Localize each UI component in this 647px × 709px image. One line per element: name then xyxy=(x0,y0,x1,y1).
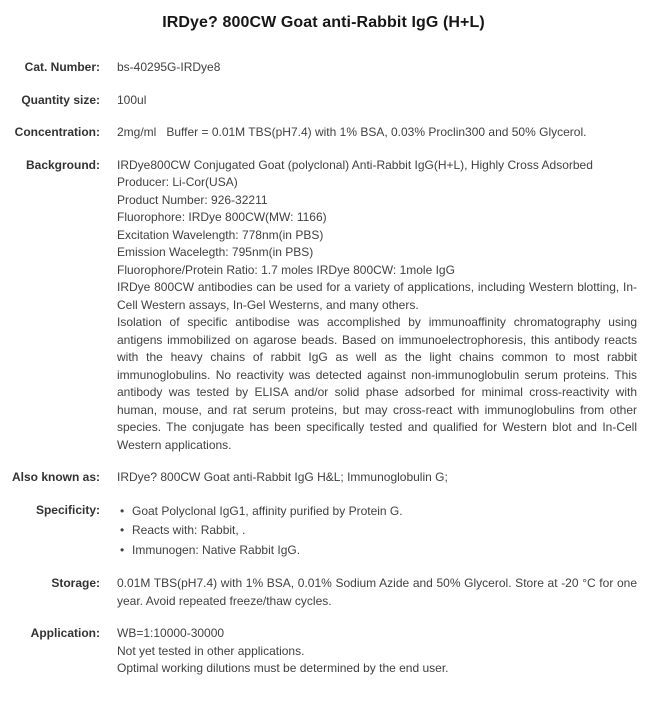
row-label-background: Background: xyxy=(25,157,100,172)
bullet-item: • Goat Polyclonal IgG1, affinity purified by Protein G. xyxy=(117,502,637,522)
value-paragraph: Isolation of specific antibodise was accomplished by immunoaffinity chromatography using antigens immobilized on agarose beads. Based on immunoelectrophoresis, this antibody reacts with the heavy chains of rabbit IgG as well as the light chains common to most rabbit immunoglobulins. No reactivity was detected against non-immunoglobulin serum proteins. This antibody was tested by ELISA and/or solid phase adsorbed for minimal cross-reactivity with human, mouse, and rat serum proteins, but may cross-react with immunoglobulins from other species. The conjugate has been specifically tested and qualified for Western blot and In-Cell Western applications. xyxy=(117,315,637,452)
value-line: IRDye? 800CW Goat anti-Rabbit IgG H&L; Immunoglobulin G; xyxy=(117,470,448,484)
value-line: Emission Wacelegth: 795nm(in PBS) xyxy=(117,245,314,259)
row-background xyxy=(0,157,647,455)
value-line: IRDye800CW Conjugated Goat (polyclonal) Anti-Rabbit IgG(H+L), Highly Cross Adsorbed xyxy=(117,157,593,172)
value-line: WB=1:10000-30000 xyxy=(117,626,225,640)
row-specificity xyxy=(0,502,647,561)
row-value-background xyxy=(117,157,637,455)
bullet-list xyxy=(117,502,637,561)
row-value-application xyxy=(117,625,637,678)
row-label-storage: Storage: xyxy=(51,576,100,590)
row-also-known-as xyxy=(0,469,647,487)
row-cat-number xyxy=(0,59,647,77)
value-line: 100ul xyxy=(117,92,147,107)
row-label-also-known-as: Also known as: xyxy=(11,470,100,484)
value-paragraph: 0.01M TBS(pH7.4) with 1% BSA, 0.01% Sodium Azide and 50% Glycerol. Store at -20 °C for one year. Avoid repeated freeze/thaw cycles. xyxy=(117,576,637,608)
row-label-specificity: Specificity: xyxy=(35,502,100,517)
row-value-cat-number xyxy=(117,59,637,77)
row-storage xyxy=(0,575,647,610)
page-title: IRDye? 800CW Goat anti-Rabbit IgG (H+L) xyxy=(162,14,485,31)
row-label-application: Application: xyxy=(30,626,100,640)
value-line: Fluorophore/Protein Ratio: 1.7 moles IRDye 800CW: 1mole IgG xyxy=(117,262,455,277)
row-application xyxy=(0,625,647,678)
value-paragraph: IRDye 800CW antibodies can be used for a variety of applications, including Western blotting, In-Cell Western assays, In-Gel Westerns, and many others. xyxy=(117,280,637,312)
value-line: Producer: Li-Cor(USA) xyxy=(117,175,238,189)
value-line: Fluorophore: IRDye 800CW(MW: 1166) xyxy=(117,210,327,224)
row-value-specificity xyxy=(117,502,637,561)
row-label-cat-number: Cat. Number: xyxy=(24,60,100,74)
value-line: Excitation Wavelength: 778nm(in PBS) xyxy=(117,227,324,242)
value-line: 2mg/ml Buffer = 0.01M TBS(pH7.4) with 1% BSA, 0.03% Proclin300 and 50% Glycerol. xyxy=(117,125,587,139)
row-label-quantity-size: Quantity size: xyxy=(21,92,100,107)
row-concentration xyxy=(0,124,647,142)
datasheet-rows xyxy=(0,59,647,678)
value-line: Not yet tested in other applications. xyxy=(117,643,305,658)
row-label-concentration: Concentration: xyxy=(14,125,100,139)
value-line: bs-40295G-IRDye8 xyxy=(117,60,221,74)
row-value-quantity-size xyxy=(117,92,637,110)
bullet-item: • Immunogen: Native Rabbit IgG. xyxy=(117,541,637,561)
row-quantity-size xyxy=(0,92,647,110)
row-value-concentration xyxy=(117,124,637,142)
row-value-also-known-as xyxy=(117,469,637,487)
value-line: Product Number: 926-32211 xyxy=(117,192,268,207)
value-line: Optimal working dilutions must be determined by the end user. xyxy=(117,661,449,675)
row-value-storage xyxy=(117,575,637,610)
bullet-item: • Reacts with: Rabbit, . xyxy=(117,521,637,541)
